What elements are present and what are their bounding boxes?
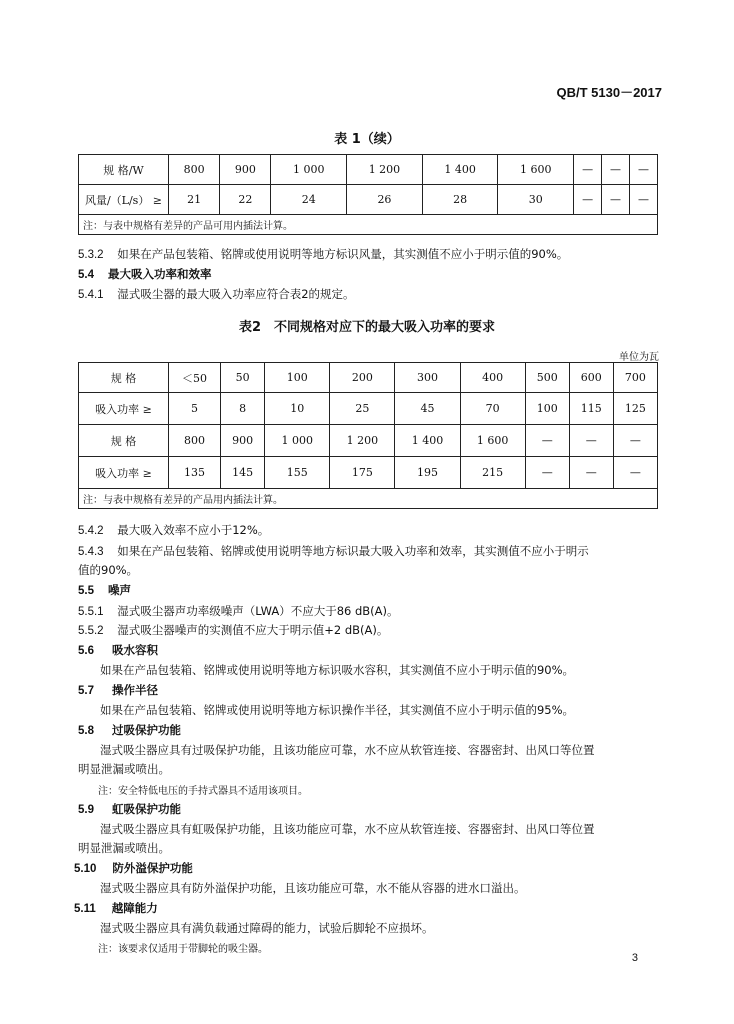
table-cell: 50: [221, 363, 265, 393]
clause-text: 湿式吸尘器声功率级噪声（LWA）不应大于86 dB(A)。: [117, 604, 399, 618]
table-cell: 1 000: [265, 425, 330, 457]
section-5-9: [78, 801, 181, 817]
section-number: 5.8: [78, 725, 94, 737]
table-cell: 21: [169, 185, 220, 215]
section-title: 防外溢保护功能: [112, 861, 193, 875]
table2-caption: 表2 不同规格对应下的最大吸入功率的要求: [238, 320, 496, 335]
table-cell: 吸入功率 ≥: [79, 457, 169, 489]
table-cell: —: [630, 185, 658, 215]
table-cell: —: [569, 457, 613, 489]
section-5-8: [78, 722, 181, 738]
clause-5-4-3: [78, 543, 589, 559]
table-cell: 155: [265, 457, 330, 489]
section-text-continued: 明显泄漏或喷出。: [78, 841, 170, 855]
table-note-row: [79, 489, 658, 509]
section-5-6: [78, 642, 158, 658]
clause-5-4-1: [78, 286, 355, 302]
section-5-4: [78, 266, 212, 282]
section-number: 5.10: [74, 863, 97, 875]
table-cell: 26: [347, 185, 423, 215]
clause-number: 5.4.1: [78, 289, 104, 301]
clause-5-3-2: [78, 246, 568, 262]
table-cell: 5: [169, 393, 221, 425]
table-cell: 10: [265, 393, 330, 425]
table-cell: 24: [271, 185, 347, 215]
table-cell: 1 600: [460, 425, 525, 457]
table-cell: —: [613, 425, 657, 457]
table-cell: 300: [395, 363, 460, 393]
table-cell: 1 000: [271, 155, 347, 185]
table1-note: 注：与表中规格有差异的产品可用内插法计算。: [79, 215, 658, 235]
page-number: 3: [631, 952, 638, 964]
table-cell: 400: [460, 363, 525, 393]
section-text: 如果在产品包装箱、铭牌或使用说明等地方标识吸水容积，其实测值不应小于明示值的90%。: [100, 663, 575, 677]
table-cell: 125: [613, 393, 657, 425]
section-title: 过吸保护功能: [112, 723, 182, 737]
clause-5-5-1: [78, 603, 399, 619]
table-cell: 115: [569, 393, 613, 425]
table-row: [79, 185, 658, 215]
section-number: 5.5: [78, 585, 94, 597]
section-note: 注：安全特低电压的手持式器具不适用该项目。: [98, 786, 308, 797]
table1: [78, 154, 658, 235]
table-cell: —: [613, 457, 657, 489]
table-row: [79, 457, 658, 489]
table-cell: 215: [460, 457, 525, 489]
section-text-continued: 明显泄漏或喷出。: [78, 762, 170, 776]
clause-text-continued: 值的90%。: [78, 563, 139, 577]
table-row: [79, 363, 658, 393]
section-text: 湿式吸尘器应具有防外溢保护功能，且该功能应可靠，水不能从容器的进水口溢出。: [100, 881, 526, 895]
table-cell: 600: [569, 363, 613, 393]
clause-text: 如果在产品包装箱、铭牌或使用说明等地方标识风量，其实测值不应小于明示值的90%。: [117, 247, 569, 261]
section-number: 5.4: [78, 269, 94, 281]
section-title: 越障能力: [111, 901, 158, 915]
section-5-7: [78, 682, 158, 698]
clause-5-5-2: [78, 622, 388, 638]
clause-text: 如果在产品包装箱、铭牌或使用说明等地方标识最大吸入功率和效率，其实测值不应小于明示: [117, 544, 589, 558]
table-cell: —: [525, 457, 569, 489]
table-cell: 100: [525, 393, 569, 425]
table-cell: 规 格: [79, 425, 169, 457]
table-cell: 145: [221, 457, 265, 489]
table-cell: 700: [613, 363, 657, 393]
table-cell: 8: [221, 393, 265, 425]
table-cell: —: [602, 185, 630, 215]
clause-text: 湿式吸尘器噪声的实测值不应大于明示值+2 dB(A)。: [117, 623, 389, 637]
table-cell: —: [525, 425, 569, 457]
table-cell: 195: [395, 457, 460, 489]
table-cell: 1 200: [347, 155, 423, 185]
section-note: 注：该要求仅适用于带脚轮的吸尘器。: [98, 944, 268, 955]
section-title: 吸水容积: [112, 643, 159, 657]
clause-number: 5.4.2: [78, 525, 104, 537]
table-cell: 22: [220, 185, 271, 215]
table-cell: 800: [169, 155, 220, 185]
table-cell: ＜50: [169, 363, 221, 393]
table-cell: —: [630, 155, 658, 185]
section-5-5: [78, 582, 131, 598]
table-cell: 1 600: [498, 155, 574, 185]
table-cell: —: [574, 155, 602, 185]
section-text: 湿式吸尘器应具有满负载通过障碍的能力，试验后脚轮不应损坏。: [100, 921, 434, 935]
table-cell: —: [574, 185, 602, 215]
table-cell: 28: [422, 185, 498, 215]
section-number: 5.6: [78, 645, 94, 657]
section-title: 操作半径: [112, 683, 159, 697]
clause-number: 5.3.2: [78, 249, 104, 261]
section-5-11: [74, 900, 158, 916]
table-cell: —: [569, 425, 613, 457]
table-cell: 70: [460, 393, 525, 425]
clause-number: 5.5.1: [78, 606, 104, 618]
table2: [78, 362, 658, 509]
table-cell: 吸入功率 ≥: [79, 393, 169, 425]
table-cell: 1 200: [330, 425, 395, 457]
clause-number: 5.4.3: [78, 546, 104, 558]
table-cell: 800: [169, 425, 221, 457]
table-cell: 30: [498, 185, 574, 215]
table-cell: 风量/（L/s） ≥: [79, 185, 169, 215]
table-cell: —: [602, 155, 630, 185]
table-note-row: [79, 215, 658, 235]
section-text: 湿式吸尘器应具有虹吸保护功能，且该功能应可靠，水不应从软管连接、容器密封、出风口等位置: [100, 822, 595, 836]
clause-text: 湿式吸尘器的最大吸入功率应符合表2的规定。: [117, 287, 355, 301]
table2-note: 注：与表中规格有差异的产品用内插法计算。: [79, 489, 658, 509]
table-cell: 200: [330, 363, 395, 393]
table-cell: 500: [525, 363, 569, 393]
clause-5-4-2: [78, 522, 269, 538]
section-text: 湿式吸尘器应具有过吸保护功能，且该功能应可靠，水不应从软管连接、容器密封、出风口等位置: [100, 743, 595, 757]
section-5-10: [74, 860, 193, 876]
table2-unit: 单位为瓦: [619, 352, 659, 363]
table-row: [79, 425, 658, 457]
section-number: 5.7: [78, 685, 94, 697]
section-number: 5.11: [74, 903, 96, 915]
table-cell: 25: [330, 393, 395, 425]
table1-caption: 表 1（续）: [334, 132, 400, 147]
section-title: 最大吸入功率和效率: [108, 267, 212, 281]
table-cell: 100: [265, 363, 330, 393]
table-cell: 175: [330, 457, 395, 489]
table-cell: 900: [220, 155, 271, 185]
standard-number: QB/T 5130－2017: [556, 85, 662, 100]
section-title: 噪声: [108, 583, 132, 597]
section-text: 如果在产品包装箱、铭牌或使用说明等地方标识操作半径，其实测值不应小于明示值的95%。: [100, 703, 575, 717]
table-cell: 1 400: [422, 155, 498, 185]
table-cell: 900: [221, 425, 265, 457]
clause-number: 5.5.2: [78, 625, 104, 637]
section-number: 5.9: [78, 804, 94, 816]
table-row: [79, 393, 658, 425]
table-cell: 1 400: [395, 425, 460, 457]
table-cell: 规 格/W: [79, 155, 169, 185]
table-cell: 规 格: [79, 363, 169, 393]
table-cell: 45: [395, 393, 460, 425]
section-title: 虹吸保护功能: [112, 802, 182, 816]
table-cell: 135: [169, 457, 221, 489]
table-row: [79, 155, 658, 185]
clause-text: 最大吸入效率不应小于12%。: [117, 523, 270, 537]
